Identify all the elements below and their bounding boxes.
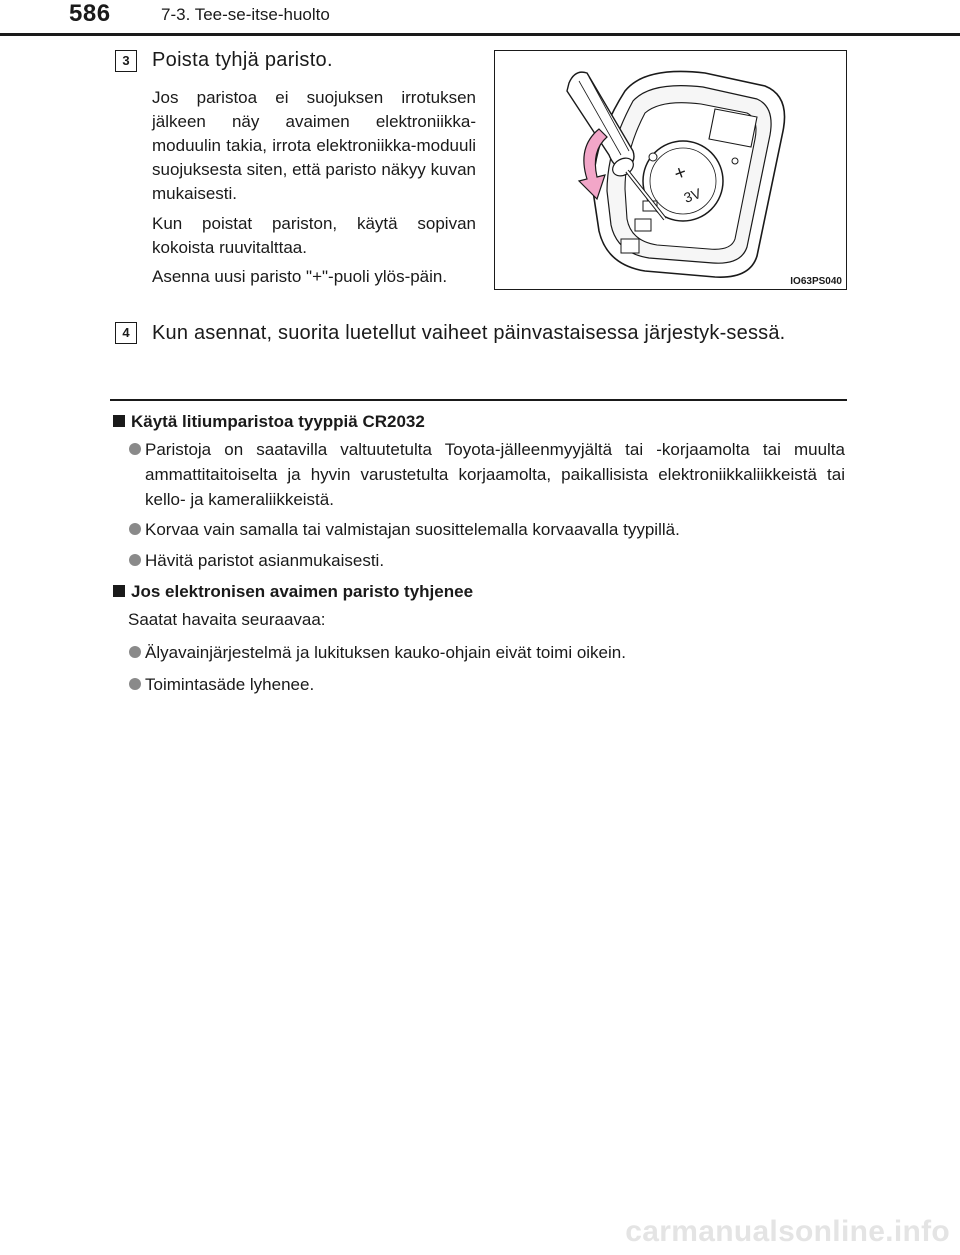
- depleted-battery-heading-text: Jos elektronisen avaimen paristo tyhjenee: [131, 582, 474, 601]
- list-item: [129, 548, 845, 573]
- header-divider: [0, 33, 960, 36]
- section-divider: [110, 399, 847, 401]
- battery-type-heading: [113, 412, 425, 432]
- list-item-text: Hävitä paristot asianmukaisesti.: [145, 551, 385, 570]
- list-item-text: Toimintasäde lyhenee.: [145, 675, 315, 694]
- step-4-badge: 4: [115, 322, 137, 344]
- battery-type-heading-text: Käytä litiumparistoa tyyppiä CR2032: [131, 412, 425, 431]
- bullet-dot-icon: [129, 523, 141, 535]
- battery-voltage-label: 3V: [681, 184, 704, 206]
- step-3-paragraph-3: Asenna uusi paristo "+"-puoli ylös-päin.: [152, 267, 448, 286]
- list-item: [129, 437, 845, 512]
- bullet-dot-icon: [129, 678, 141, 690]
- list-item-text: Älyavainjärjestelmä ja lukituksen kauko-ohjain eivät toimi oikein.: [145, 643, 626, 662]
- list-item-text: Paristoja on saatavilla valtuutetulta Toyota-jälleenmyyjältä tai -korjaamolta tai muulta ammattitaitoiselta ja hyvin varustetulta korjaamolta, paikallisista elektroniikkaliikkeistä tai kello- ja kameraliikkeistä.: [145, 440, 845, 509]
- section-title: 7-3. Tee-se-itse-huolto: [161, 5, 330, 24]
- battery-removal-illustration: [494, 50, 847, 290]
- battery-plus-sign: +: [671, 161, 690, 186]
- square-bullet-icon: [113, 585, 125, 597]
- list-item-text: Korvaa vain samalla tai valmistajan suosittelemalla korvaavalla tyypillä.: [145, 520, 680, 539]
- list-item: [129, 672, 845, 697]
- page-number: 586: [69, 0, 111, 27]
- bullet-dot-icon: [129, 554, 141, 566]
- step-3-paragraph-1: Jos paristoa ei suojuksen irrotuksen jälkeen näy avaimen elektroniikka-moduulin takia, irrota elektroniikka-moduuli suojuksesta siten, että paristo näkyy kuvan mukaisesti.: [152, 88, 476, 203]
- site-watermark: carmanualsonline.info: [625, 1215, 950, 1248]
- depleted-intro: Saatat havaita seuraavaa:: [128, 610, 326, 629]
- step-3-title: Poista tyhjä paristo.: [152, 49, 333, 71]
- square-bullet-icon: [113, 415, 125, 427]
- step-3-badge: 3: [115, 50, 137, 72]
- list-item: [129, 640, 845, 665]
- bullet-dot-icon: [129, 443, 141, 455]
- step-4-text: Kun asennat, suorita luetellut vaiheet päinvastaisessa järjestyk-sessä.: [152, 322, 786, 344]
- key-fob-illustration: [495, 51, 847, 290]
- bullet-dot-icon: [129, 646, 141, 658]
- step-3-paragraph-2: Kun poistat pariston, käytä sopivan kokoista ruuvitalttaa.: [152, 214, 476, 257]
- list-item: [129, 517, 845, 542]
- depleted-battery-heading: [113, 582, 473, 602]
- figure-code: IO63PS040: [790, 276, 842, 287]
